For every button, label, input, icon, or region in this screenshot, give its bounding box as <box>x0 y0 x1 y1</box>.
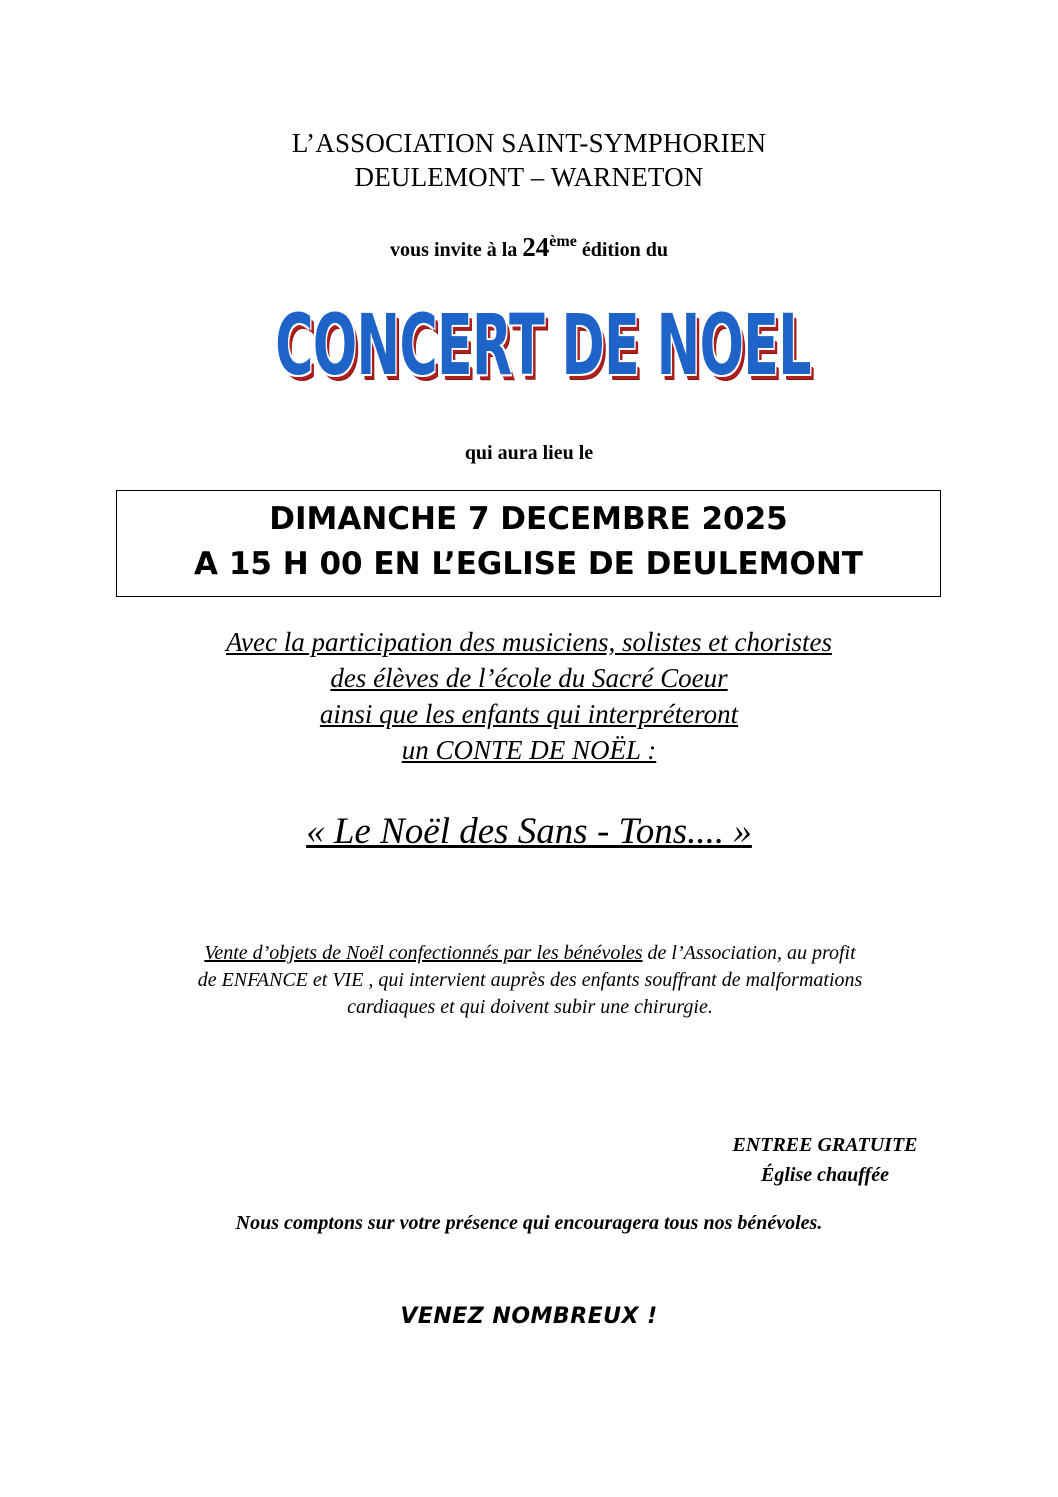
participation-line-1: Avec la participation des musiciens, solistes et choristes <box>226 627 832 657</box>
entree-gratuite: ENTREE GRATUITE <box>732 1134 918 1156</box>
concert-title: CONCERT DE NOEL <box>275 296 811 394</box>
aura-lieu-text: qui aura lieu le <box>464 442 594 464</box>
vente-text <box>120 940 940 1021</box>
vente-rest: de l’Association, au profit <box>642 942 856 964</box>
participation-text <box>0 624 1058 768</box>
association-name: L’ASSOCIATION SAINT-SYMPHORIEN <box>291 128 767 158</box>
participation-line-2: des élèves de l’école du Sacré Coeur <box>330 663 728 693</box>
eglise-chauffee: Église chauffée <box>761 1164 889 1186</box>
invite-after: édition du <box>576 239 668 261</box>
conte-title: « Le Noël des Sans - Tons.... » <box>306 811 752 852</box>
participation-line-3: ainsi que les enfants qui interpréteront <box>319 699 739 729</box>
invite-before: vous invite à la <box>390 239 523 261</box>
vente-line-2: de ENFANCE et VIE , qui intervient auprès des enfants souffrant de malformations <box>197 969 863 991</box>
venez-nombreux: VENEZ NOMBREUX ! <box>400 1304 658 1329</box>
association-location: DEULEMONT – WARNETON <box>354 162 704 192</box>
comptons-text: Nous comptons sur votre présence qui encouragera tous nos bénévoles. <box>235 1212 823 1234</box>
association-header <box>0 126 1058 194</box>
invite-line <box>0 232 1058 263</box>
vente-underlined: Vente d’objets de Noël confectionnés par les bénévoles <box>204 942 643 964</box>
event-date: DIMANCHE 7 DECEMBRE 2025 <box>269 501 788 537</box>
vente-line-1 <box>120 940 940 967</box>
edition-superscript: ème <box>549 233 577 250</box>
entree-block <box>640 1130 1010 1190</box>
date-box <box>116 490 941 597</box>
edition-number: 24 <box>522 232 550 262</box>
event-time-place: A 15 H 00 EN L’EGLISE DE DEULEMONT <box>194 546 863 582</box>
participation-line-4: un CONTE DE NOËL : <box>401 735 657 765</box>
vente-line-3: cardiaques et qui doivent subir une chirurgie. <box>347 996 713 1018</box>
